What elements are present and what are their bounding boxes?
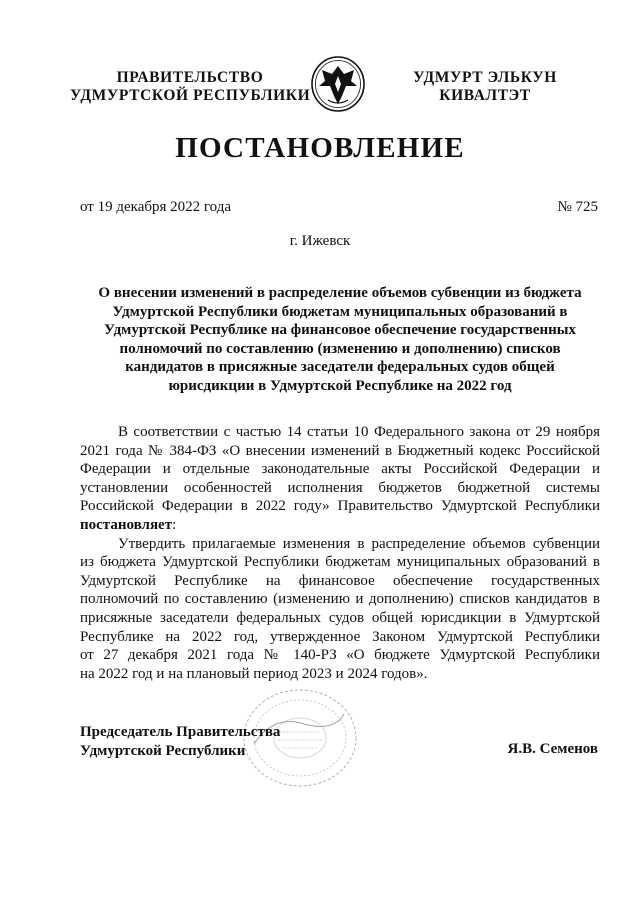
subject-line: полномочий по составлению (изменению и дополнению) списков bbox=[119, 340, 561, 357]
document-city: г. Ижевск bbox=[289, 233, 351, 249]
header-left-block bbox=[70, 69, 310, 105]
subject-line: Удмуртской Республики бюджетам муниципальных образований в bbox=[112, 303, 568, 320]
body-line: Республике на 2022 год, утвержденное Законом Удмуртской Республики bbox=[80, 628, 600, 645]
body-line: 2021 года № 384-ФЗ «О внесении изменений в Бюджетный кодекс Российской bbox=[80, 442, 600, 459]
body-line: полномочий по составлению (изменению и дополнению) списков кандидатов в bbox=[80, 591, 600, 608]
signatory-name: Я.В. Семенов bbox=[507, 741, 598, 757]
document-number: № 725 bbox=[557, 199, 598, 215]
signatory-title-line2: Удмуртской Республики bbox=[80, 742, 246, 759]
body-line: от 27 декабря 2021 года № 140-РЗ «О бюджете Удмуртской Республики bbox=[80, 647, 600, 664]
decree-keyword-suffix: : bbox=[172, 516, 177, 533]
document-subject bbox=[80, 284, 600, 395]
document-date: от 19 декабря 2022 года bbox=[80, 199, 232, 215]
body-line: установлении особенностей исполнения бюджетов бюджетной системы bbox=[80, 479, 600, 496]
subject-line: Удмуртской Республике на финансовое обеспечение государственных bbox=[104, 322, 576, 338]
header-right-line2: КИВАЛТЭТ bbox=[439, 87, 531, 104]
document-type-title: ПОСТАНОВЛЕНИЕ bbox=[175, 132, 465, 164]
header-right-block bbox=[380, 69, 590, 105]
body-line: Федерации и отдельные законодательные акты Российской Федерации и bbox=[80, 461, 600, 478]
body-line: из бюджета Удмуртской Республики бюджетам муниципальных образований в bbox=[80, 554, 600, 571]
subject-line: юрисдикции в Удмуртской Республике на 2022 год bbox=[168, 377, 512, 394]
body-line: на 2022 год и на плановый период 2023 и 2024 годов». bbox=[80, 665, 428, 682]
header-left-line1: ПРАВИТЕЛЬСТВО bbox=[116, 69, 264, 86]
body-line: Удмуртской Республике на финансовое обеспечение государственных bbox=[80, 572, 600, 589]
body-line: Российской Федерации в 2022 году» Правительство Удмуртской Республики bbox=[80, 498, 600, 515]
decree-keyword: постановляет bbox=[80, 516, 173, 533]
body-line: Утвердить прилагаемые изменения в распределение объемов субвенции bbox=[118, 535, 600, 552]
body-line-keyword bbox=[80, 516, 600, 535]
subject-line: О внесении изменений в распределение объемов субвенции из бюджета bbox=[98, 285, 582, 301]
udmurt-coat-of-arms-icon bbox=[310, 56, 366, 112]
header-right-line1: УДМУРТ ЭЛЬКУН bbox=[413, 69, 557, 86]
header-left-line2: УДМУРТСКОЙ РЕСПУБЛИКИ bbox=[70, 87, 311, 104]
signatory-title-line1: Председатель Правительства bbox=[80, 724, 281, 740]
body-line: присяжные заседатели федеральных судов общей юрисдикции в Удмуртской bbox=[80, 609, 600, 626]
body-line: В соответствии с частью 14 статьи 10 Федерального закона от 29 ноября bbox=[118, 424, 600, 440]
document-body bbox=[80, 423, 600, 683]
signatory-title bbox=[80, 723, 280, 760]
subject-line: кандидатов в присяжные заседатели федеральных судов общей bbox=[125, 359, 555, 375]
